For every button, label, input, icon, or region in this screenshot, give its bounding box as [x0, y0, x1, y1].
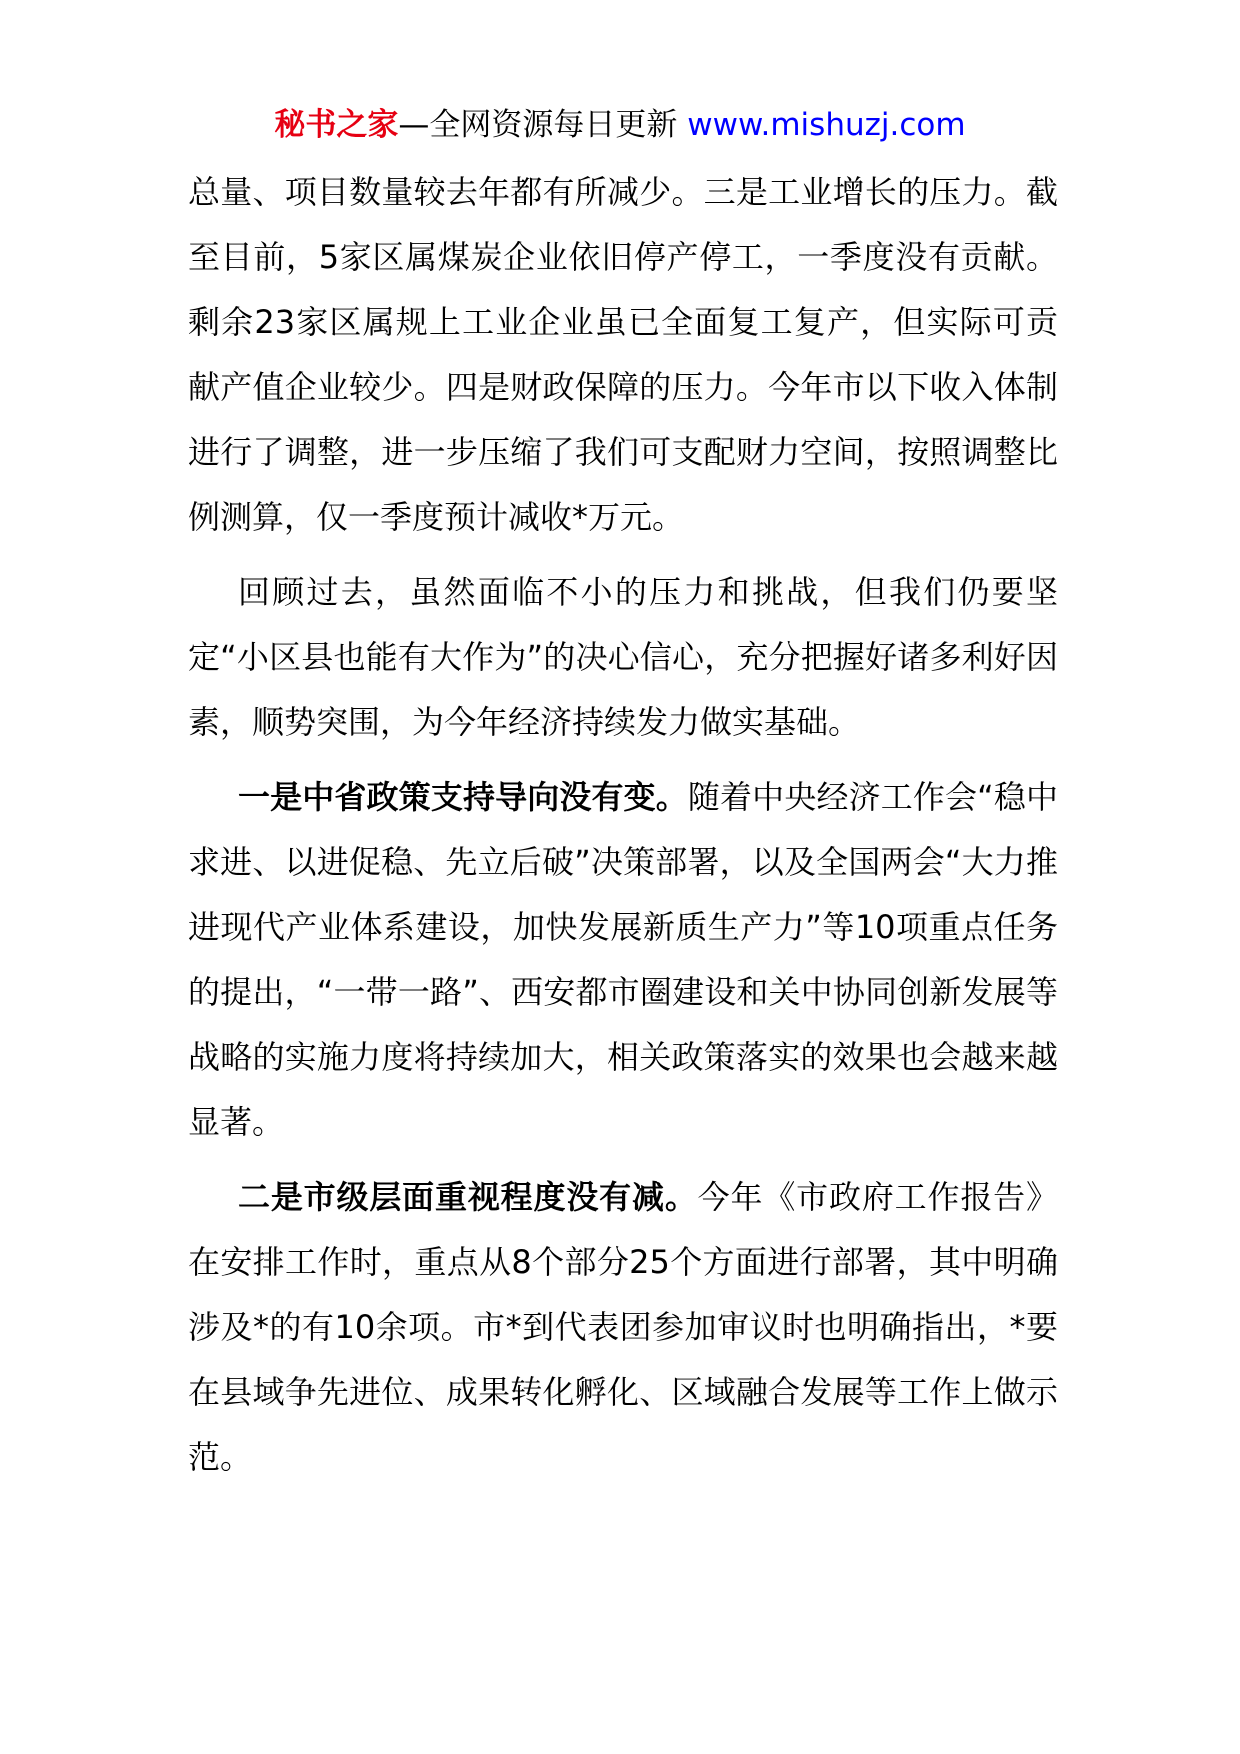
site-brand: 秘书之家	[274, 107, 399, 143]
paragraph-text: 回顾过去，虽然面临不小的压力和挑战，但我们仍要坚定“小区县也能有大作为”的决心信心，充分把握好诸多利好因素，顺势突围，为今年经济持续发力做实基础。	[188, 573, 1058, 741]
paragraph-point-one	[188, 765, 1058, 1155]
paragraph-text: 今年《市政府工作报告》在安排工作时，重点从8个部分25个方面进行部署，其中明确涉及*的有10余项。市*到代表团参加审议时也明确指出，*要在县域争先进位、成果转化孵化、区域融合发展等工作上做示范。	[188, 1178, 1058, 1476]
paragraph-review	[188, 560, 1058, 755]
site-url-link[interactable]: www.mishuzj.com	[687, 107, 966, 143]
site-tagline: —全网资源每日更新	[398, 107, 688, 143]
site-header	[0, 98, 1240, 152]
paragraph-text: 总量、项目数量较去年都有所减少。三是工业增长的压力。截至目前，5家区属煤炭企业依旧停产停工，一季度没有贡献。剩余23家区属规上工业企业虽已全面复工复产，但实际可贡献产值企业较少。四是财政保障的压力。今年市以下收入体制进行了调整，进一步压缩了我们可支配财力空间，按照调整比例测算，仅一季度预计减收*万元。	[188, 173, 1058, 536]
paragraph-lead: 一是中省政策支持导向没有变。	[238, 778, 688, 816]
paragraph-lead: 二是市级层面重视程度没有减。	[238, 1178, 698, 1216]
paragraph-text: 随着中央经济工作会“稳中求进、以进促稳、先立后破”决策部署，以及全国两会“大力推进现代产业体系建设，加快发展新质生产力”等10项重点任务的提出，“一带一路”、西安都市圈建设和关中协同创新发展等战略的实施力度将持续加大，相关政策落实的效果也会越来越显著。	[188, 778, 1058, 1141]
document-body	[188, 160, 1058, 1500]
paragraph-point-two	[188, 1165, 1058, 1490]
paragraph-continued	[188, 160, 1058, 550]
